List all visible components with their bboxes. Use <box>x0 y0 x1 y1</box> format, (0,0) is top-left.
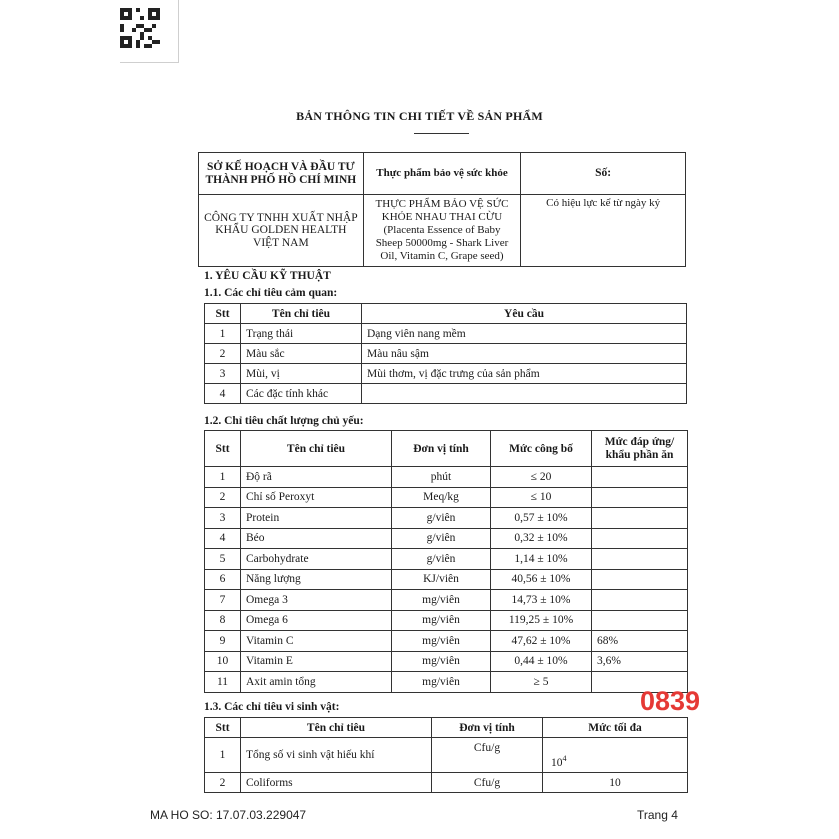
stt-cell: 6 <box>205 569 241 590</box>
section-1-2-heading: 1.2. Chỉ tiêu chất lượng chủ yếu: <box>204 415 364 427</box>
max-cell <box>543 738 688 773</box>
stt-cell: 5 <box>205 549 241 570</box>
stt-cell: 1 <box>205 324 241 344</box>
criterion-cell: Mùi, vị <box>241 364 362 384</box>
serving-level-cell <box>592 569 688 590</box>
criterion-cell: Các đặc tính khác <box>241 384 362 404</box>
requirement-cell: Màu nâu sậm <box>362 344 687 364</box>
declared-level-cell: 40,56 ± 10% <box>491 569 592 590</box>
company-cell: CÔNG TY TNHH XUẤT NHẬP KHẨU GOLDEN HEALTH VIỆT NAM <box>199 195 364 267</box>
stt-cell: 11 <box>205 672 241 693</box>
declared-level-cell: 0,32 ± 10% <box>491 528 592 549</box>
criterion-cell: Axit amin tổng <box>241 672 392 693</box>
document-title: BẢN THÔNG TIN CHI TIẾT VỀ SẢN PHẨM <box>296 109 543 123</box>
column-header: Mức đáp ứng/ khẩu phần ăn <box>592 431 688 467</box>
unit-cell: Cfu/g <box>432 773 543 793</box>
declared-level-cell: 47,62 ± 10% <box>491 631 592 652</box>
serving-level-cell: 3,6% <box>592 651 688 672</box>
declared-level-cell: ≥ 5 <box>491 672 592 693</box>
unit-cell: mg/viên <box>392 651 491 672</box>
criterion-cell: Coliforms <box>241 773 432 793</box>
declared-level-cell: ≤ 20 <box>491 467 592 488</box>
criterion-cell: Trạng thái <box>241 324 362 344</box>
table-row <box>205 549 688 570</box>
stt-cell: 2 <box>205 344 241 364</box>
column-header: Stt <box>205 431 241 467</box>
quality-table <box>204 430 688 693</box>
serving-level-cell <box>592 508 688 529</box>
table-row <box>205 610 688 631</box>
requirement-cell: Mùi thơm, vị đặc trưng của sản phẩm <box>362 364 687 384</box>
serving-level-cell <box>592 590 688 611</box>
column-header: Stt <box>205 718 241 738</box>
unit-cell: g/viên <box>392 549 491 570</box>
table-row <box>205 487 688 508</box>
table-row <box>205 738 688 773</box>
criterion-cell: Béo <box>241 528 392 549</box>
stt-cell: 3 <box>205 508 241 529</box>
serving-level-cell <box>592 487 688 508</box>
column-header: Đơn vị tính <box>432 718 543 738</box>
stt-cell: 9 <box>205 631 241 652</box>
stt-cell: 4 <box>205 528 241 549</box>
table-row <box>205 467 688 488</box>
declared-level-cell: 14,73 ± 10% <box>491 590 592 611</box>
max-cell: 10 <box>543 773 688 793</box>
max-base: 10 <box>551 757 563 769</box>
column-header: Yêu cầu <box>362 304 687 324</box>
section-1-3-heading: 1.3. Các chỉ tiêu vi sinh vật: <box>204 701 340 713</box>
table-row <box>205 651 688 672</box>
unit-cell: mg/viên <box>392 672 491 693</box>
declared-level-cell: 119,25 ± 10% <box>491 610 592 631</box>
criterion-cell: Vitamin C <box>241 631 392 652</box>
section-1-heading: 1. YÊU CẦU KỸ THUẬT <box>204 270 331 282</box>
file-code: MA HO SO: 17.07.03.229047 <box>150 808 307 822</box>
qr-code-icon <box>120 7 160 49</box>
title-underline <box>414 133 469 134</box>
stt-cell: 8 <box>205 610 241 631</box>
criterion-cell: Chỉ số Peroxyt <box>241 487 392 508</box>
authority-cell: SỞ KẾ HOẠCH VÀ ĐẦU TƯ THÀNH PHỐ HỒ CHÍ MINH <box>199 153 364 195</box>
unit-cell: mg/viên <box>392 590 491 611</box>
criterion-cell: Màu sắc <box>241 344 362 364</box>
quality-table-body <box>205 467 688 693</box>
criterion-cell: Omega 3 <box>241 590 392 611</box>
declared-level-cell: 0,44 ± 10% <box>491 651 592 672</box>
declared-level-cell: ≤ 10 <box>491 487 592 508</box>
column-header: Tên chỉ tiêu <box>241 718 432 738</box>
sensory-table <box>204 303 687 404</box>
table-row <box>205 773 688 793</box>
stt-cell: 1 <box>205 738 241 773</box>
table-row <box>205 344 687 364</box>
declared-level-cell: 1,14 ± 10% <box>491 549 592 570</box>
criterion-cell: Độ rã <box>241 467 392 488</box>
stt-cell: 2 <box>205 487 241 508</box>
stt-cell: 10 <box>205 651 241 672</box>
unit-cell: g/viên <box>392 528 491 549</box>
unit-cell: Cfu/g <box>432 738 543 773</box>
declared-level-cell: 0,57 ± 10% <box>491 508 592 529</box>
stt-cell: 3 <box>205 364 241 384</box>
column-header: Đơn vị tính <box>392 431 491 467</box>
serving-level-cell <box>592 549 688 570</box>
table-row <box>205 528 688 549</box>
criterion-cell: Protein <box>241 508 392 529</box>
unit-cell: g/viên <box>392 508 491 529</box>
table-row <box>205 590 688 611</box>
unit-cell: phút <box>392 467 491 488</box>
category-cell: Thực phẩm bảo vệ sức khỏe <box>363 153 521 195</box>
unit-cell: Meq/kg <box>392 487 491 508</box>
criterion-cell: Năng lượng <box>241 569 392 590</box>
unit-cell: KJ/viên <box>392 569 491 590</box>
serving-level-cell <box>592 467 688 488</box>
column-header: Mức công bố <box>491 431 592 467</box>
max-exponent: 4 <box>562 754 567 764</box>
serving-level-cell <box>592 528 688 549</box>
criterion-cell: Tổng số vi sinh vật hiếu khí <box>241 738 432 773</box>
number-label-cell: Số: <box>521 153 686 195</box>
column-header: Mức tối đa <box>543 718 688 738</box>
header-table <box>198 152 686 267</box>
stt-cell: 4 <box>205 384 241 404</box>
table-row <box>205 672 688 693</box>
unit-cell: mg/viên <box>392 631 491 652</box>
table-row <box>205 364 687 384</box>
unit-cell: mg/viên <box>392 610 491 631</box>
criterion-cell: Vitamin E <box>241 651 392 672</box>
microbial-table <box>204 717 688 793</box>
product-cell: THỰC PHẨM BẢO VỆ SỨC KHỎE NHAU THAI CỪU (Placenta Essence of Baby Sheep 50000mg - Shark Liver Oil, Vitamin C, Grape seed) <box>363 195 521 267</box>
table-row <box>205 569 688 590</box>
table-row <box>205 508 688 529</box>
section-1-1-heading: 1.1. Các chỉ tiêu cảm quan: <box>204 287 338 299</box>
page-number: Trang 4 <box>637 808 678 822</box>
criterion-cell: Carbohydrate <box>241 549 392 570</box>
column-header: Tên chỉ tiêu <box>241 431 392 467</box>
table-row <box>205 631 688 652</box>
criterion-cell: Omega 6 <box>241 610 392 631</box>
requirement-cell <box>362 384 687 404</box>
stt-cell: 7 <box>205 590 241 611</box>
column-header: Tên chỉ tiêu <box>241 304 362 324</box>
table-row <box>205 324 687 344</box>
requirement-cell: Dạng viên nang mềm <box>362 324 687 344</box>
stt-cell: 2 <box>205 773 241 793</box>
serving-level-cell: 68% <box>592 631 688 652</box>
phone-overlay: 0839 <box>640 686 701 716</box>
serving-level-cell <box>592 610 688 631</box>
validity-cell: Có hiệu lực kể từ ngày ký <box>521 195 686 267</box>
stt-cell: 1 <box>205 467 241 488</box>
table-row <box>205 384 687 404</box>
column-header: Stt <box>205 304 241 324</box>
